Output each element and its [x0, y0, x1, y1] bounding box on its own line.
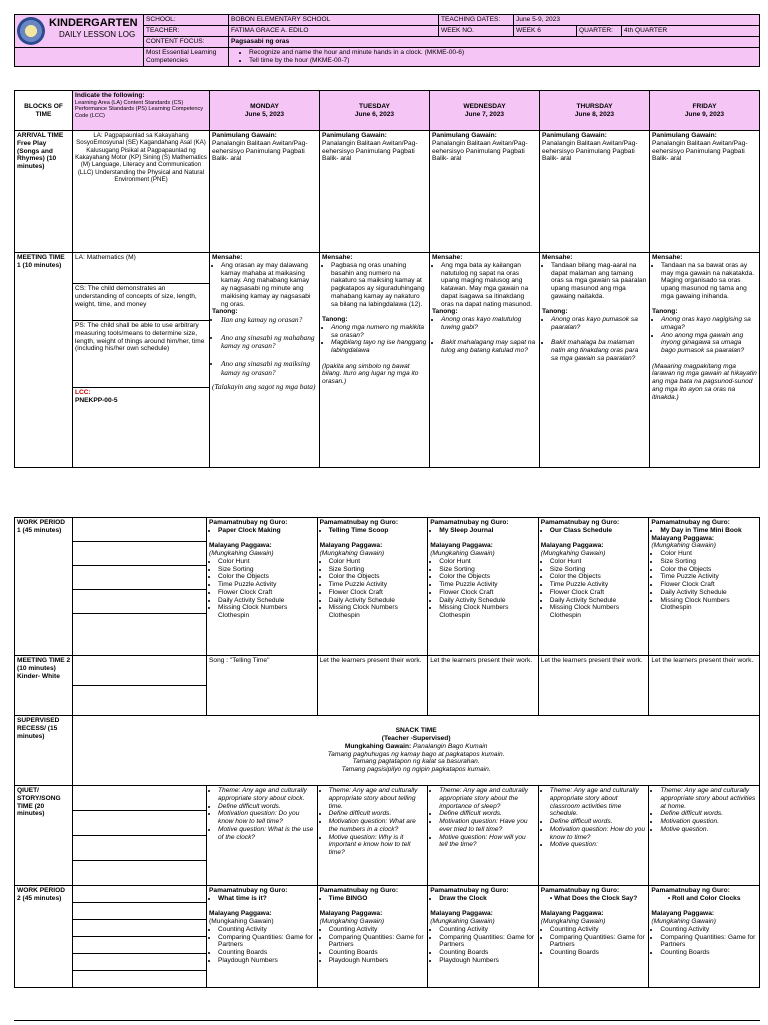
work-1-friday: Pamamatnubay ng Guro: • My Day in Time Mini Book Malayang Paggawa: (Mungkahing Gawain) • Color Hunt • Size Sorting • Color the Objects • Time Puzzle Activity • Flower Clock Craft • Daily Activity Schedule • Missing Clock Numbers Clothespin — [649, 518, 760, 656]
activity-item: • Counting Boards — [660, 949, 757, 957]
activity-item: • Missing Clock Numbers Clothespin — [550, 604, 647, 620]
header-table — [14, 14, 760, 67]
melc-label: Most Essential Learning Competencies — [144, 48, 229, 67]
activity-item: • Flower Clock Craft — [329, 589, 426, 597]
activity-item: • Size Sorting — [439, 566, 536, 574]
header-logo-cell — [15, 15, 144, 48]
week-value: WEEK 6 — [514, 26, 577, 37]
activity-item: • Counting Activity — [660, 926, 757, 934]
work-2-friday: Pamamatnubay ng Guro: • Roll and Color Clocks Malayang Paggawa: (Mungkahing Gawain) • Counting Activity • Comparing Quantities: Game for Partners • Counting Boards — [649, 886, 760, 988]
quiet-story-time-label: QIUET/ STORY/SONG TIME (20 minutes) — [15, 786, 73, 886]
melc-list-cell — [229, 48, 760, 67]
lesson-table-2 — [14, 517, 760, 988]
day-header-wednesday: WEDNESDAY June 7, 2023 — [430, 91, 540, 131]
deped-seal-icon — [17, 17, 45, 45]
daily-lesson-log-title: DAILY LESSON LOG — [59, 29, 136, 39]
activity-item: • Counting Boards — [329, 949, 426, 957]
quiet-wednesday: • Theme: Any age and culturally appropriate story about the importance of sleep? • Define difficult words. • Motivation question: Have you ever tried to tell time? • Motive question: How will you tell the time? — [428, 786, 539, 886]
work-2-thursday: Pamamatnubay ng Guro: • What Does the Clock Say? Malayang Paggawa: (Mungkahing Gawain) • Counting Activity • Comparing Quantities: Game for Partners • Counting Boards — [538, 886, 649, 988]
snack-time-cell: SNACK TIME (Teacher -Supervised) Mungkahing Gawain: Panalangin Bago Kumain Tamang paghuhugas ng kamay bago at pagkatapos kumain. Tamang pagtatapon ng kalat sa basurahan. Tamang pagsisipilyo ng ngipin pagkatapos kumain. — [73, 716, 760, 786]
school-value: BOBON ELEMENTARY SCHOOL — [229, 15, 439, 26]
week-label: WEEK NO. — [439, 26, 514, 37]
activity-item: • Color Hunt — [218, 558, 315, 566]
meeting-2-tuesday: Let the learners present their work. — [317, 656, 428, 716]
work-1-wednesday: Pamamatnubay ng Guro: • My Sleep Journal Malayang Paggawa: (Mungkahing Gawain) • Color Hunt • Size Sorting • Color the Objects • Time Puzzle Activity • Flower Clock Craft • Daily Activity Schedule • Missing Clock Numbers Clothespin — [428, 518, 539, 656]
activity-item: • Daily Activity Schedule — [329, 597, 426, 605]
melc-item: • Recognize and name the hour and minute hands in a clock. (MKME-00-6) — [249, 49, 757, 57]
m1-lcc: LCC: PNEKPP-00-5 — [75, 389, 118, 404]
activity-item: • Time Puzzle Activity — [329, 581, 426, 589]
activity-item: • Color the Objects — [550, 573, 647, 581]
quiet-thursday: • Theme: Any age and culturally appropriate story about classroom activities time schedule. • Define difficult words. • Motivation question: How do you know to time? • Motive question: — [538, 786, 649, 886]
supervised-recess-label: SUPERVISED RECESS/ (15 minutes) — [15, 716, 73, 786]
activity-item: • Color the Objects — [329, 573, 426, 581]
content-focus-label: CONTENT FOCUS: — [144, 37, 229, 48]
meeting-1-thursday: Mensahe: • Tandaan bilang mag-aaral na dapat malaman ang tamang oras sa mga gawain sa paaralan upang masunod ang mga gawaing naitakda. Tanong: • Anong oras kayo pumasok sa paaralan? • Bakit mahalaga ba malaman natin ang tinakdang oras para sa mga gawain sa paaralan? — [540, 253, 650, 468]
indicate-header — [73, 91, 210, 131]
day-header-friday: FRIDAY June 9, 2023 — [650, 91, 760, 131]
day-header-thursday: THURSDAY June 8, 2023 — [540, 91, 650, 131]
activity-item: • Comparing Quantities: Game for Partners — [218, 934, 315, 950]
work-2-monday: Pamamatnubay ng Guro: • What time is it? Malayang Paggawa: (Mungkahing Gawain) • Counting Activity • Comparing Quantities: Game for Partners • Counting Boards • Playdough Numbers — [207, 886, 318, 988]
activity-item: • Comparing Quantities: Game for Partners — [329, 934, 426, 950]
activity-item: • Size Sorting — [218, 566, 315, 574]
quarter-value: 4th QUARTER — [622, 26, 760, 37]
activity-item: • Daily Activity Schedule — [439, 597, 536, 605]
teacher-label: TEACHER: — [144, 26, 229, 37]
activity-item: • Comparing Quantities: Game for Partners — [660, 934, 757, 950]
activity-item: • Missing Clock Numbers Clothespin — [660, 597, 757, 613]
activity-item: • Color Hunt — [660, 550, 757, 558]
activity-item: • Color the Objects — [439, 573, 536, 581]
activity-item: • Size Sorting — [660, 558, 757, 566]
quiet-friday: • Theme: Any age and culturally appropriate story about activities at home. • Define difficult words. • Motivation question. • Motive question. — [649, 786, 760, 886]
activity-item: • Flower Clock Craft — [218, 589, 315, 597]
header-blank-cell — [15, 48, 144, 67]
activity-item: • Flower Clock Craft — [439, 589, 536, 597]
day-header-monday: MONDAY June 5, 2023 — [210, 91, 320, 131]
activity-item: • Daily Activity Schedule — [218, 597, 315, 605]
activity-item: • Flower Clock Craft — [550, 589, 647, 597]
work-2-wednesday: Pamamatnubay ng Guro: • Draw the Clock Malayang Paggawa: (Mungkahing Gawain) • Counting Activity • Comparing Quantities: Game for Partners • Counting Boards • Playdough Numbers — [428, 886, 539, 988]
activity-item: • Playdough Numbers — [218, 957, 315, 965]
meeting-time-1-label: MEETING TIME 1 (10 minutes) — [15, 253, 73, 468]
activity-item: • Color the Objects — [660, 566, 757, 574]
activity-item: • Counting Activity — [218, 926, 315, 934]
activity-item: • Playdough Numbers — [439, 957, 536, 965]
work-period-1-label: WORK PERIOD 1 (45 minutes) — [15, 518, 73, 656]
dates-label: TEACHING DATES: — [439, 15, 514, 26]
indicate-list: Learning Area (LA) Content Standards (CS) Performance Standards (PS) Learning Competency Code (LCC) — [75, 99, 204, 119]
work-1-monday: Pamamatnubay ng Guro: • Paper Clock Making Malayang Paggawa: (Mungkahing Gawain) • Color Hunt • Size Sorting • Color the Objects • Time Puzzle Activity • Flower Clock Craft • Daily Activity Schedule • Missing Clock Numbers Clothespin — [207, 518, 318, 656]
meeting-2-monday: Song : "Telling Time" — [207, 656, 318, 716]
work-2-tuesday: Pamamatnubay ng Guro: • Time BINGO Malayang Paggawa: (Mungkahing Gawain) • Counting Activity • Comparing Quantities: Game for Partners • Counting Boards • Playdough Numbers — [317, 886, 428, 988]
activity-item: • Counting Activity — [329, 926, 426, 934]
school-label: SCHOOL: — [144, 15, 229, 26]
activity-item: • Time Puzzle Activity — [218, 581, 315, 589]
quarter-label: QUARTER: — [577, 26, 622, 37]
m1-la: LA: Mathematics (M) — [73, 253, 209, 284]
activity-item: • Missing Clock Numbers Clothespin — [329, 604, 426, 620]
quiet-standards — [73, 786, 207, 886]
activity-item: • Missing Clock Numbers Clothespin — [218, 604, 315, 620]
quiet-tuesday: • Theme: Any age and culturally appropriate story about telling time. • Define difficult words. • Motivation question: What are the numbers in a clock? • Motive question: Why is it important e know how to tell time? — [317, 786, 428, 886]
indicate-title: Indicate the following: — [75, 92, 145, 99]
activity-item: • Missing Clock Numbers Clothespin — [439, 604, 536, 620]
meeting-1-tuesday: Mensahe: • Pagbasa ng oras unahing basahin ang numero na nakaturo sa maiksing kamay at pagkatapos ay siguraduhingang mahabang kamay ay nakaturo sa bilang na labingdalawa (12). Tanong: • Anong mga numero ng makikita sa orasan? • Magbilang tayo ng ise hanggang labingdalawa (Ipakita ang simbolo ng bawat bilang. Ituro ang lugar ng mga ito orasan.) — [320, 253, 430, 468]
meeting-2-standards — [73, 656, 207, 716]
activity-item: • Daily Activity Schedule — [660, 589, 757, 597]
m1-ps: PS: The child shall be able to use arbitrary measuring tools/means to determine size, length, weight of things around him/her, time (including his/her own schedule) — [73, 321, 209, 388]
meeting-1-standards — [73, 253, 210, 468]
meeting-1-wednesday: Mensahe: • Ang mga bata ay kailangan natutulog ng sapat na oras upang maging malusog ang katawan. May mga gawain na dapat isagawa sa itinakdang oras na dapat nating masunod. Tanong: • Anong oras kayo matutulog tuwing gabi? • Bakit mahalagang may sapat na tulog ang batang katulad mo? — [430, 253, 540, 468]
work-1-tuesday: Pamamatnubay ng Guro: • Telling Time Scoop Malayang Paggawa: (Mungkahing Gawain) • Color Hunt • Size Sorting • Color the Objects • Time Puzzle Activity • Flower Clock Craft • Daily Activity Schedule • Missing Clock Numbers Clothespin — [317, 518, 428, 656]
activity-item: • Comparing Quantities: Game for Partners — [439, 934, 536, 950]
kindergarten-title: KINDERGARTEN — [49, 17, 138, 29]
meeting-time-2-label: MEETING TIME 2 (10 minutes) Kinder- White — [15, 656, 73, 716]
activity-item: • Counting Boards — [439, 949, 536, 957]
meeting-2-friday: Let the learners present their work. — [649, 656, 760, 716]
activity-item: • Counting Boards — [550, 949, 647, 957]
lesson-table-1 — [14, 90, 760, 468]
meeting-2-thursday: Let the learners present their work. — [538, 656, 649, 716]
activity-item: • Color Hunt — [550, 558, 647, 566]
activity-item: • Color Hunt — [439, 558, 536, 566]
arrival-monday: Panimulang Gawain: Panalangin Balitaan Awitan/Pag-eehersisyo Panimulang Pagbati Balik- aral — [210, 131, 320, 253]
quiet-monday: • Theme: Any age and culturally appropriate story about clock. • Define difficult words. • Motivation question: Do you know how to tell time? • Motive question: What is the use of the clock? — [207, 786, 318, 886]
work-2-standards — [73, 886, 207, 988]
activity-item: • Flower Clock Craft — [660, 581, 757, 589]
meeting-1-monday: Mensahe: • Ang orasan ay may dalawang kamay mahaba at maikasing kamay. Ang mahabang kamay ay nagsasabi ng minute ang maikising kamay ay nagsasabi ng oras. Tanong: • Ilan ang kamay ng orasan? • Ano ang sinasabi ng mahabang kamay ng orasan? • Ano ang sinasabi ng maiksing kamay ng orasan? (Talakayin ang sagot ng mga bata) — [210, 253, 320, 468]
activity-item: • Time Puzzle Activity — [439, 581, 536, 589]
activity-item: • Size Sorting — [550, 566, 647, 574]
work-1-standards — [73, 518, 207, 656]
activity-item: • Color the Objects — [218, 573, 315, 581]
activity-item: • Counting Activity — [439, 926, 536, 934]
next-table-edge — [14, 1020, 760, 1025]
dates-value: June 5-9, 2023 — [514, 15, 760, 26]
day-header-tuesday: TUESDAY June 6, 2023 — [320, 91, 430, 131]
melc-item: • Tell time by the hour (MKME-00-7) — [249, 57, 757, 65]
activity-item: • Time Puzzle Activity — [550, 581, 647, 589]
content-focus-value: Pagsasabi ng oras — [229, 37, 760, 48]
work-1-thursday: Pamamatnubay ng Guro: • Our Class Schedule Malayang Paggawa: (Mungkahing Gawain) • Color Hunt • Size Sorting • Color the Objects • Time Puzzle Activity • Flower Clock Craft • Daily Activity Schedule • Missing Clock Numbers Clothespin — [538, 518, 649, 656]
activity-item: • Comparing Quantities: Game for Partners — [550, 934, 647, 950]
teacher-value: FATIMA GRACE A. EDILO — [229, 26, 439, 37]
meeting-2-wednesday: Let the learners present their work. — [428, 656, 539, 716]
arrival-learning-areas: LA: Pagpapaunlad sa Kakayahang SosyoEmosyunal (SE) Kagandahang Asal (KA) Kalusugang Pisikal at Pagpapaunlad ng Kakayahang Motor (KP) Sining (S) Mathematics (M) Language, Literacy and Communication (LLC) Understanding the Physical and Natural Environment (PNE) — [73, 131, 210, 253]
activity-item: • Color Hunt — [329, 558, 426, 566]
activity-item: • Counting Activity — [550, 926, 647, 934]
activity-item: • Counting Boards — [218, 949, 315, 957]
arrival-thursday: Panimulang Gawain: Panalangin Balitaan Awitan/Pag-eehersisyo Panimulang Pagbati Balik- aral — [540, 131, 650, 253]
activity-item: • Size Sorting — [329, 566, 426, 574]
activity-item: • Playdough Numbers — [329, 957, 426, 965]
arrival-wednesday: Panimulang Gawain: Panalangin Balitaan Awitan/Pag-eehersisyo Panimulang Pagbati Balik- aral — [430, 131, 540, 253]
blocks-of-time-header: BLOCKS OF TIME — [15, 91, 73, 131]
arrival-friday: Panimulang Gawain: Panalangin Balitaan Awitan/Pag-eehersisyo Panimulang Pagbati Balik- aral — [650, 131, 760, 253]
work-period-2-label: WORK PERIOD 2 (45 minutes) — [15, 886, 73, 988]
arrival-time-label: ARRIVAL TIME Free Play (Songs and Rhymes) (10 minutes) — [15, 131, 73, 253]
activity-item: • Daily Activity Schedule — [550, 597, 647, 605]
activity-item: • Time Puzzle Activity — [660, 573, 757, 581]
m1-cs: CS: The child demonstrates an understanding of concepts of size, length, weight, time, and money — [73, 284, 209, 321]
meeting-1-friday: Mensahe: • Tandaan na sa bawat oras ay may mga gawain na nakatakda. Maging organisado sa oras upang masunod ng tama ang mga gawaing inihanda. Tanong: • Anong oras kayo nagigising sa umaga? • Ano anong mga gawain ang inyong ginagawa sa umaga bago pumasok sa paaralan? (Maaaring magpakitang mga larawan ng mga gawain at hikayatin ang mga bata na pagsunod-sunod ang mga ito ayon sa oras na itinakda.) — [650, 253, 760, 468]
arrival-tuesday: Panimulang Gawain: Panalangin Balitaan Awitan/Pag-eehersisyo Panimulang Pagbati Balik- aral — [320, 131, 430, 253]
